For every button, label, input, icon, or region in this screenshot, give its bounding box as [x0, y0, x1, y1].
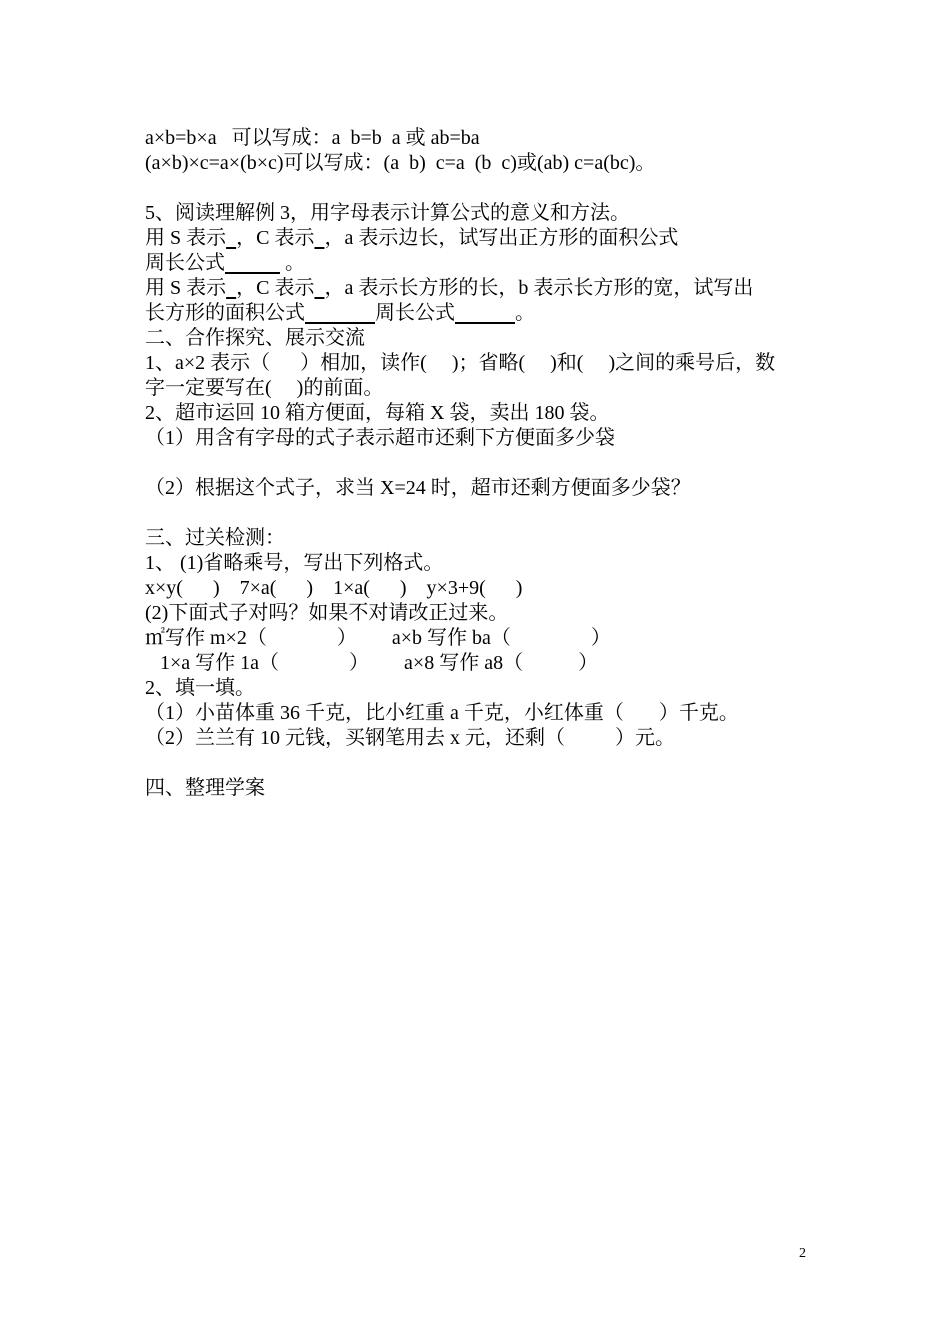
text-line — [145, 476, 691, 500]
text-line — [145, 251, 305, 275]
text-segment: 2、填一填。 — [145, 677, 255, 699]
text-line — [145, 576, 522, 600]
text-segment: 用 S 表示 — [145, 277, 227, 299]
text-segment: 。 — [280, 252, 305, 274]
text-line — [145, 526, 285, 550]
text-line — [145, 351, 775, 375]
text-line — [145, 651, 598, 675]
text-segment: a×b=b×a 可以写成：a b=b a 或 ab=ba — [145, 127, 480, 149]
text-line — [145, 426, 615, 450]
blank-underline — [225, 252, 280, 274]
text-line — [145, 126, 480, 150]
text-segment: ㎡写作 m×2（ ） a×b 写作 ba（ ） — [145, 627, 611, 649]
text-segment: 周长公式 — [375, 302, 455, 324]
text-segment: 用 S 表示 — [145, 227, 227, 249]
text-line — [145, 401, 609, 425]
text-line — [145, 376, 383, 400]
text-segment: （1）小苗体重 36 千克，比小红重 a 千克，小红体重（ ）千克。 — [145, 702, 739, 724]
text-segment: 1、a×2 表示（ ）相加，读作( )；省略( )和( )之间的乘号后，数 — [145, 352, 776, 374]
text-segment: ，a 表示长方形的长，b 表示长方形的宽，试写出 — [324, 277, 754, 299]
text-segment: ，C 表示 — [236, 277, 315, 299]
text-line — [145, 326, 365, 350]
blank-underline — [455, 302, 515, 324]
text-segment: 。 — [515, 302, 535, 324]
text-segment: 2、超市运回 10 箱方便面，每箱 X 袋，卖出 180 袋。 — [145, 402, 610, 424]
text-segment: （1）用含有字母的式子表示超市还剩下方便面多少袋 — [145, 427, 615, 449]
blank-underline — [305, 302, 375, 324]
text-line — [145, 676, 255, 700]
text-line — [145, 701, 739, 725]
text-segment: x×y( ) 7×a( ) 1×a( ) y×3+9( ) — [145, 577, 523, 599]
blank-underline — [314, 227, 324, 249]
text-segment: （2）兰兰有 10 元钱，买钢笔用去 x 元，还剩（ ）元。 — [145, 727, 675, 749]
text-line — [145, 601, 508, 625]
text-segment: 长方形的面积公式 — [145, 302, 305, 324]
text-line — [145, 301, 535, 325]
text-line — [145, 201, 630, 225]
blank-underline — [314, 277, 324, 299]
text-line — [145, 151, 655, 175]
text-segment: 1×a 写作 1a（ ） a×8 写作 a8（ ） — [145, 652, 599, 674]
text-segment: ，a 表示边长，试写出正方形的面积公式 — [324, 227, 679, 249]
text-segment: 三、过关检测： — [145, 527, 285, 549]
text-segment: 周长公式 — [145, 252, 225, 274]
text-segment: ，C 表示 — [236, 227, 315, 249]
page-number: 2 — [799, 1246, 806, 1261]
text-line — [145, 776, 265, 800]
blank-underline — [226, 277, 236, 299]
text-segment: 四、整理学案 — [145, 777, 265, 799]
text-segment: (2)下面式子对吗？如果不对请改正过来。 — [145, 602, 509, 624]
blank-underline — [226, 227, 236, 249]
text-segment: (a×b)×c=a×(b×c)可以写成：(a b) c=a (b c)或(ab) c=a(bc)。 — [145, 152, 656, 174]
text-line — [145, 726, 675, 750]
text-line — [145, 226, 678, 250]
text-segment: 1、 (1)省略乘号，写出下列格式。 — [145, 552, 444, 574]
text-line — [145, 626, 611, 650]
text-line — [145, 276, 753, 300]
text-segment: 字一定要写在( )的前面。 — [145, 377, 384, 399]
text-segment: （2）根据这个式子，求当 X=24 时，超市还剩方便面多少袋？ — [145, 477, 691, 499]
text-line — [145, 551, 443, 575]
text-segment: 二、合作探究、展示交流 — [145, 327, 365, 349]
text-segment: 5、阅读理解例 3，用字母表示计算公式的意义和方法。 — [145, 202, 630, 224]
